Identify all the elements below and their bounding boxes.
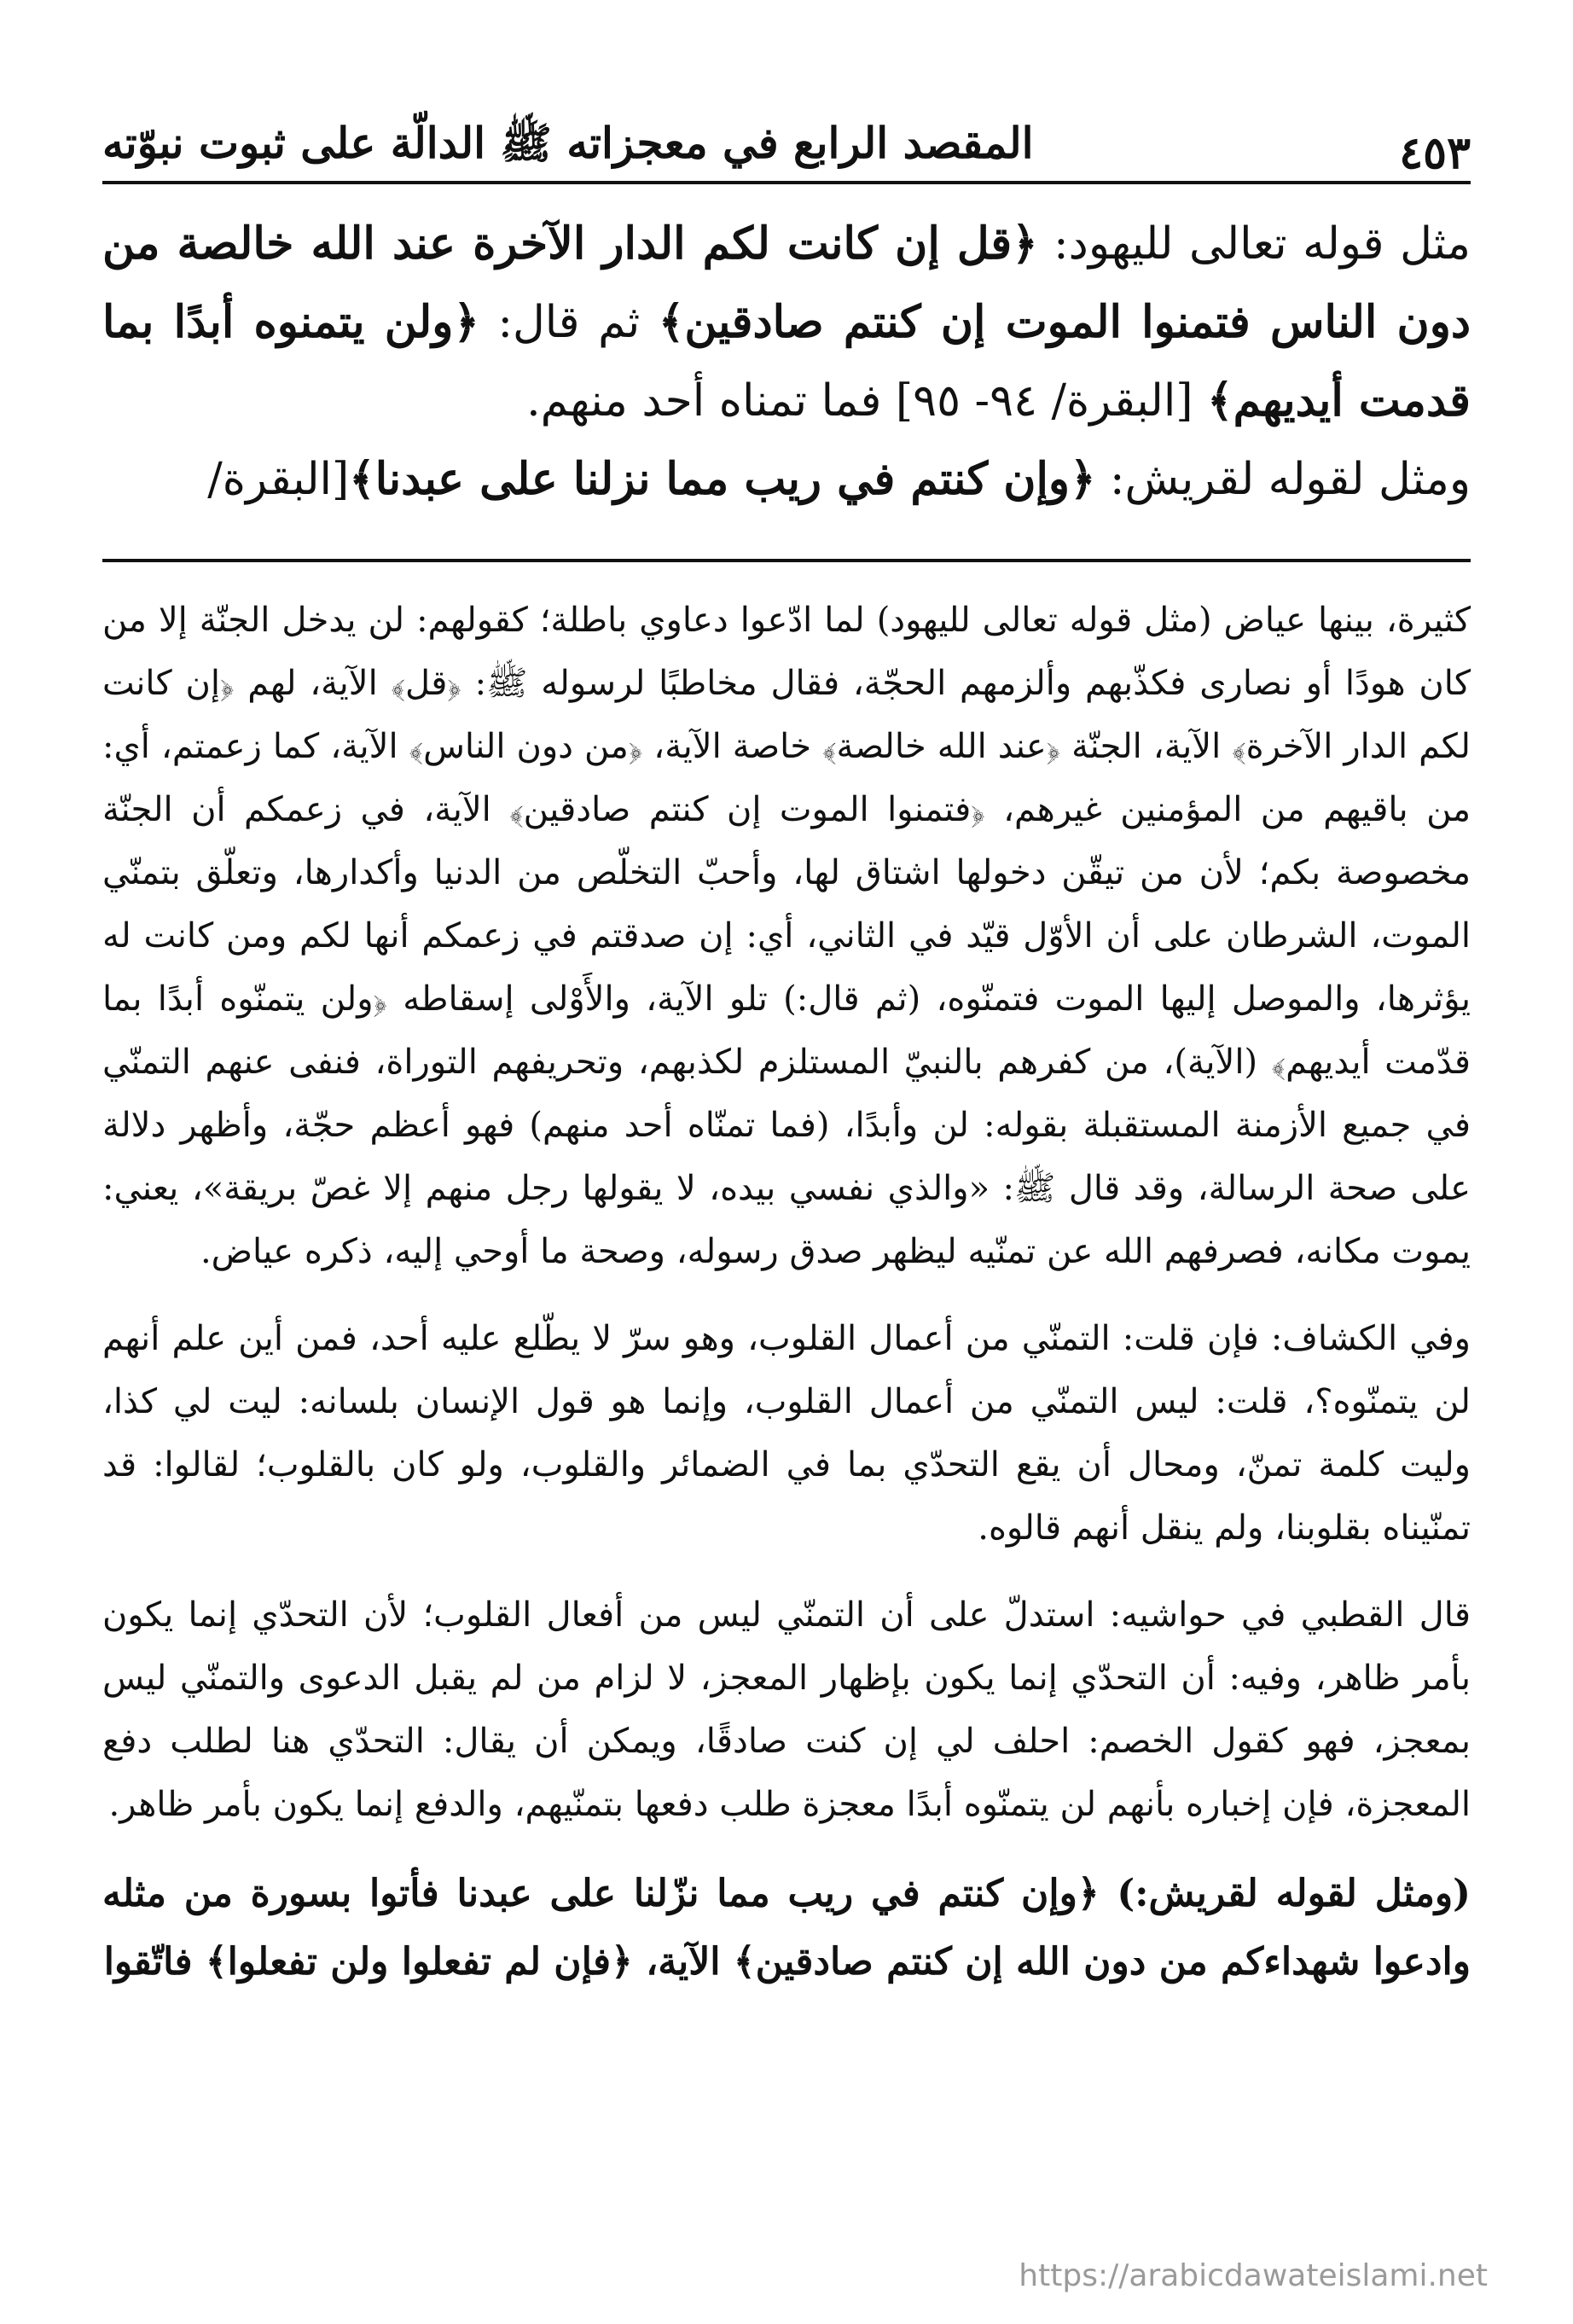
header-rule xyxy=(102,181,1471,184)
watermark-url: https://arabicdawateislami.net xyxy=(1019,2258,1488,2293)
quran-verse: ﴿وإن كنتم في ريب مما نزلنا على عبدنا﴾ xyxy=(349,453,1096,505)
main-p1-mid: ثم قال: xyxy=(479,297,659,348)
running-title: المقصد الرابع في معجزاته ﷺ الدالّة على ثبوت نبوّته xyxy=(102,118,1034,168)
main-p2-lead: ومثل لقوله لقريش: xyxy=(1095,454,1471,505)
commentary-rule xyxy=(102,559,1471,562)
main-paragraph-1 xyxy=(102,205,1471,440)
commentary-text xyxy=(102,589,1471,2020)
main-p1-tail: [البقرة/ ٩٤- ٩٥] فما تمناه أحد منهم. xyxy=(526,375,1208,427)
page-number: ٤٥٣ xyxy=(1399,127,1471,179)
main-text xyxy=(102,205,1471,519)
commentary-paragraph-4: (ومثل لقوله لقريش:) ﴿وإن كنتم في ريب مما نزّلنا على عبدنا فأتوا بسورة من مثله وادعوا شهداءكم من دون الله إن كنتم صادقين﴾ الآية، ﴿فإن لم تفعلوا ولن تفعلوا﴾ فاتّقوا xyxy=(102,1872,1471,1984)
main-p1-lead: مثل قوله تعالى لليهود: xyxy=(1037,218,1471,270)
quran-verse: ﴿قل إن كانت لكم الدار الآخرة عند الله خالصة من دون الناس فتمنوا الموت إن كنتم صادقين﴾ xyxy=(102,218,1471,348)
commentary-paragraph-2: وفي الكشاف: فإن قلت: التمنّي من أعمال القلوب، وهو سرّ لا يطّلع عليه أحد، فمن أين علم أنهم لن يتمنّوه؟، قلت: ليس التمنّي من أعمال القلوب، وإنما هو قول الإنسان بلسانه: ليت لي كذا، وليت كلمة تمنّ، ومحال أن يقع التحدّي بما في الضمائر والقلوب، ولو كان بالقلوب؛ لقالوا: قد تمنّيناه بقلوبنا، ولم ينقل أنهم قالوه. xyxy=(102,1319,1471,1548)
commentary-paragraph-1: كثيرة، بينها عياض (مثل قوله تعالى لليهود) لما ادّعوا دعاوي باطلة؛ كقولهم: لن يدخل الجنّة إلا من كان هودًا أو نصارى فكذّبهم وألزمهم الحجّة، فقال مخاطبًا لرسوله ﷺ: ﴿قل﴾ الآية، لهم ﴿إن كانت لكم الدار الآخرة﴾ الآية، الجنّة ﴿عند الله خالصة﴾ خاصة الآية، ﴿من دون الناس﴾ الآية، كما زعمتم، أي: من باقيهم من المؤمنين غيرهم، ﴿فتمنوا الموت إن كنتم صادقين﴾ الآية، في زعمكم أن الجنّة مخصوصة بكم؛ لأن من تيقّن دخولها اشتاق لها، وأحبّ التخلّص من الدنيا وأكدارها، وتعلّق بتمنّي الموت، الشرطان على أن الأوّل قيّد في الثاني، أي: إن صدقتم في زعمكم أنها لكم ومن كانت له يؤثرها، والموصل إليها الموت فتمنّوه، (ثم قال:) تلو الآية، والأَوْلى إسقاطه ﴿ولن يتمنّوه أبدًا بما قدّمت أيديهم﴾ (الآية)، من كفرهم بالنبيّ المستلزم لكذبهم، وتحريفهم التوراة، فنفى عنهم التمنّي في جميع الأزمنة المستقبلة بقوله: لن وأبدًا، (فما تمنّاه أحد منهم) فهو أعظم حجّة، وأظهر دلالة على صحة الرسالة، وقد قال ﷺ: «والذي نفسي بيده، لا يقولها رجل منهم إلا غصّ بريقة»، يعني: يموت مكانه، فصرفهم الله عن تمنّيه ليظهر صدق رسوله، وصحة ما أوحي إليه، ذكره عياض. xyxy=(102,601,1471,1271)
commentary-paragraph-3: قال القطبي في حواشيه: استدلّ على أن التمنّي ليس من أفعال القلوب؛ لأن التحدّي إنما يكون بأمر ظاهر، وفيه: أن التحدّي إنما يكون بإظهار المعجز، لا لزام من لم يقبل الدعوى والتمنّي ليس بمعجز، فهو كقول الخصم: احلف لي إن كنت صادقًا، ويمكن أن يقال: التحدّي هنا لطلب دفع المعجزة، فإن إخباره بأنهم لن يتمنّوه أبدًا معجزة طلب دفعها بتمنّيهم، والدفع إنما يكون بأمر ظاهر. xyxy=(102,1595,1471,1824)
quran-verse: ﴿ولن يتمنوه أبدًا بما قدمت أيديهم﴾ xyxy=(102,296,1471,427)
main-p2-tail: [البقرة/ xyxy=(207,454,350,505)
page-header xyxy=(102,102,1471,179)
main-paragraph-2 xyxy=(102,440,1471,519)
